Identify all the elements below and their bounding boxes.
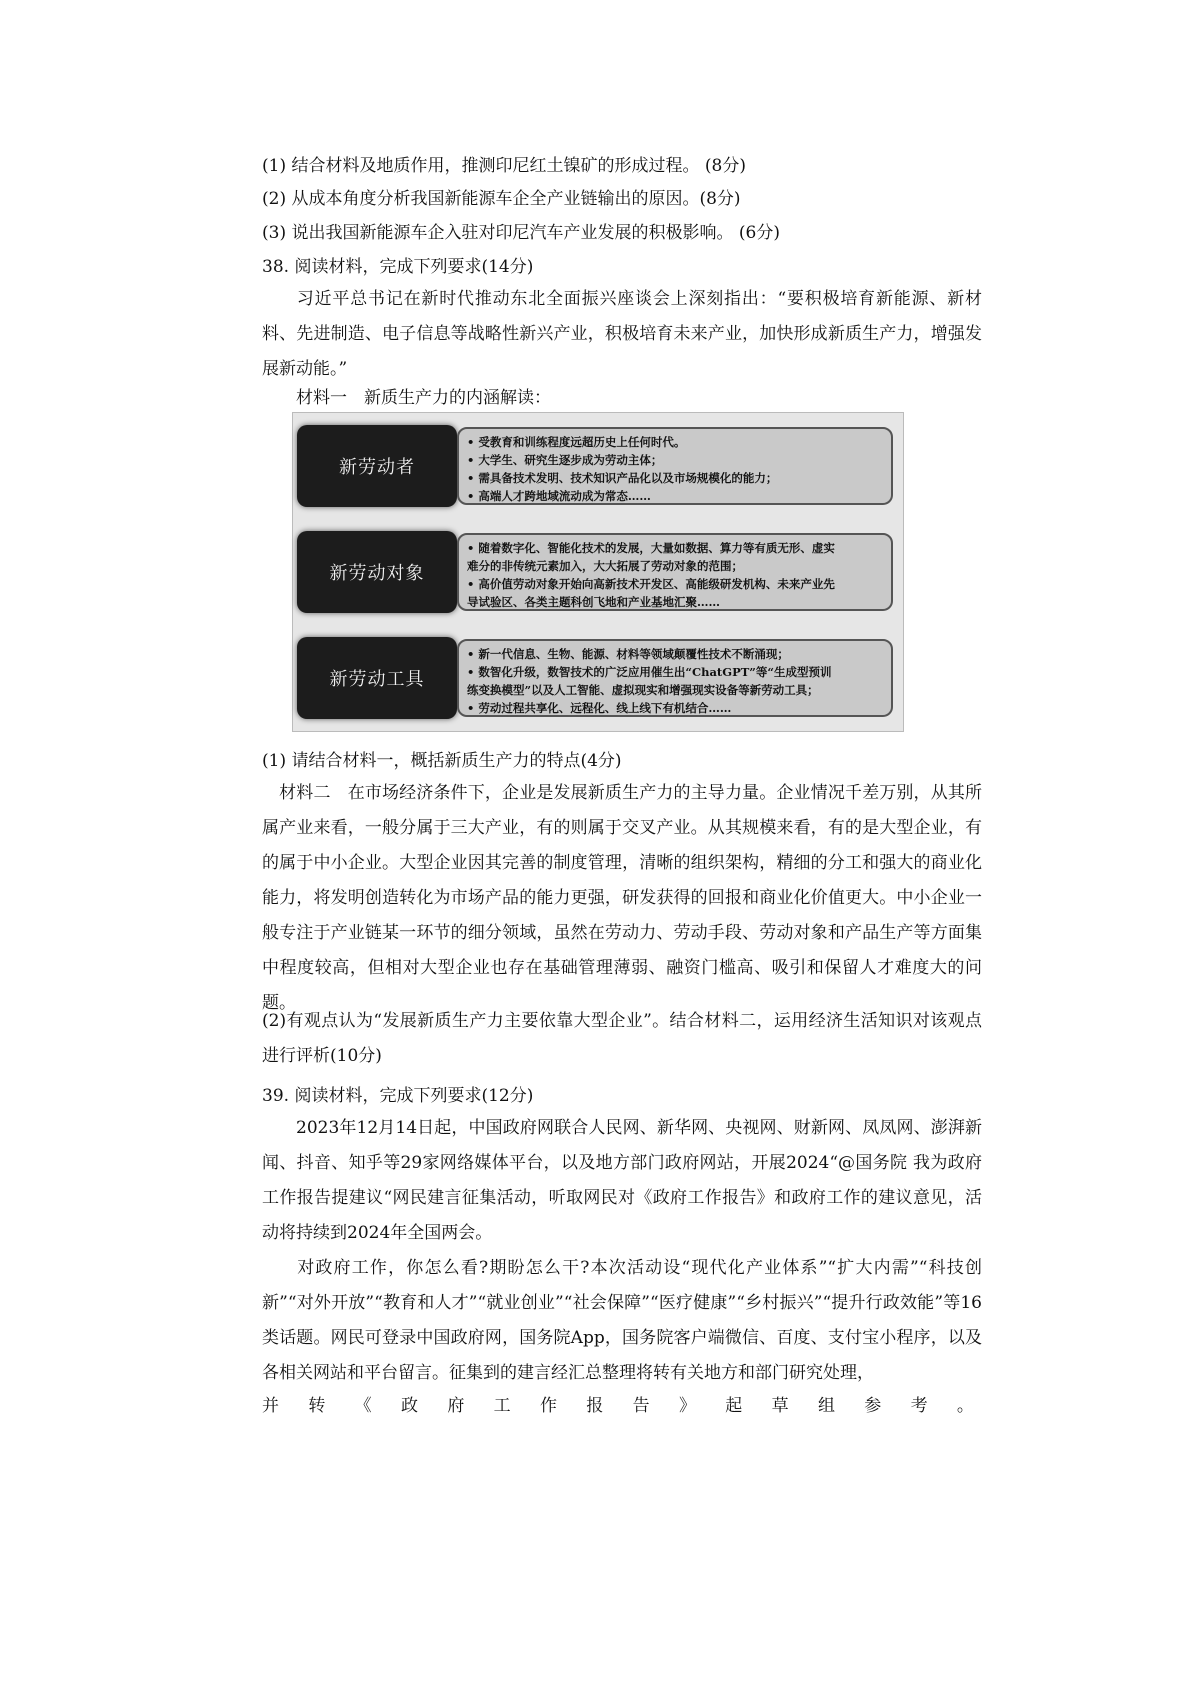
question-39-para-2: [262, 1251, 982, 1391]
figure-description-box: [457, 639, 893, 717]
figure-row-new-workers: [297, 419, 897, 513]
spread-char: 政: [400, 1396, 418, 1416]
figure-description-box: [457, 427, 893, 505]
figure-item: • 大学生、研究生逐步成为劳动主体；: [467, 453, 663, 467]
spread-char: 》: [678, 1396, 696, 1416]
figure-row-new-labor-tools: [297, 631, 897, 725]
spread-char: 草: [771, 1396, 789, 1416]
spread-char: 。: [956, 1396, 974, 1416]
figure-row-new-labor-objects: [297, 525, 897, 619]
material-1-title: 材料一 新质生产力的内涵解读：: [296, 388, 551, 408]
figure-item: 导试验区、各类主题科创飞地和产业基地汇聚……: [467, 595, 720, 609]
question-39-para-1: [262, 1111, 982, 1251]
spread-char: 《: [354, 1396, 372, 1416]
spread-char: 考: [910, 1396, 928, 1416]
figure-item: • 随着数字化、智能化技术的发展，大量如数据、算力等有质无形、虚实: [467, 541, 835, 555]
spread-char: 转: [308, 1396, 326, 1416]
question-item-1: (1) 结合材料及地质作用，推测印尼红土镍矿的形成过程。 (8分): [262, 156, 746, 176]
question-item-2: (2) 从成本角度分析我国新能源车企全产业链输出的原因。(8分): [262, 189, 741, 209]
figure-item: 练变换模型”以及人工智能、虚拟现实和增强现实设备等新劳动工具；: [467, 683, 819, 697]
figure-item: • 受教育和训练程度远超历史上任何时代。: [467, 435, 686, 449]
material-1-figure: [292, 412, 904, 732]
spread-char: 参: [864, 1396, 882, 1416]
question-39-last-line: [262, 1391, 974, 1416]
figure-label: 新劳动者: [297, 425, 457, 507]
spread-char: 工: [493, 1396, 511, 1416]
question-38-sub-2: (2)有观点认为“发展新质生产力主要依靠大型企业”。结合材料二，运用经济生活知识对该观点进行评析(10分): [262, 1011, 982, 1066]
question-38-intro-text: 习近平总书记在新时代推动东北全面振兴座谈会上深刻指出：“要积极培育新能源、新材料、先进制造、电子信息等战略性新兴产业，积极培育未来产业，加快形成新质生产力，增强发展新动能。”: [262, 289, 982, 379]
spread-char: 报: [586, 1396, 604, 1416]
question-39-para-1-text: 2023年12月14日起，中国政府网联合人民网、新华网、央视网、财新网、凤凤网、澎湃新闻、抖音、知乎等29家网络媒体平台，以及地方部门政府网站，开展2024“@国务院 我为政府工作报告提建议“网民建言征集活动，听取网民对《政府工作报告》和政府工作的建议意见，活动将持续到2024年全国两会。: [262, 1118, 982, 1243]
question-38-intro: [262, 282, 982, 387]
figure-item: • 高端人才跨地域流动成为常态……: [467, 489, 651, 503]
question-38-heading: 38. 阅读材料，完成下列要求(14分): [262, 257, 534, 277]
figure-item: • 劳动过程共享化、远程化、线上线下有机结合……: [467, 701, 732, 715]
material-2-text: 材料二 在市场经济条件下，企业是发展新质生产力的主导力量。企业情况千差万别，从其所属产业来看，一般分属于三大产业，有的则属于交叉产业。从其规模来看，有的是大型企业，有的属于中小企业。大型企业因其完善的制度管理，清晰的组织架构，精细的分工和强大的商业化能力，将发明创造转化为市场产品的能力更强，研发获得的回报和商业化价值更大。中小企业一般专注于产业链某一环节的细分领域，虽然在劳动力、劳动手段、劳动对象和产品生产等方面集中程度较高，但相对大型企业也存在基础管理薄弱、融资门槛高、吸引和保留人才难度大的问题。: [262, 783, 982, 1013]
material-2: [262, 776, 982, 1021]
spread-char: 起: [725, 1396, 743, 1416]
question-39-heading: 39. 阅读材料，完成下列要求(12分): [262, 1086, 534, 1106]
spread-char: 告: [632, 1396, 650, 1416]
spread-char: 并: [262, 1396, 279, 1416]
figure-item: 难分的非传统元素加入，大大拓展了劳动对象的范围；: [467, 559, 743, 573]
spread-char: 府: [447, 1396, 465, 1416]
spread-char: 组: [817, 1396, 835, 1416]
figure-item: • 数智化升级，数智技术的广泛应用催生出“ChatGPT”等“生成型预训: [467, 665, 832, 679]
figure-item: • 需具备技术发明、技术知识产品化以及市场规模化的能力；: [467, 471, 778, 485]
figure-label: 新劳动对象: [297, 531, 457, 613]
question-item-3: (3) 说出我国新能源车企入驻对印尼汽车产业发展的积极影响。 (6分): [262, 223, 780, 243]
spread-char: 作: [539, 1396, 557, 1416]
figure-label: 新劳动工具: [297, 637, 457, 719]
question-38-sub-1: (1) 请结合材料一，概括新质生产力的特点(4分): [262, 751, 622, 771]
figure-item: • 新一代信息、生物、能源、材料等领域颠覆性技术不断涌现；: [467, 647, 789, 661]
figure-description-box: [457, 533, 893, 611]
figure-item: • 高价值劳动对象开始向高新技术开发区、高能级研发机构、未来产业先: [467, 577, 835, 591]
question-39-para-2-text: 对政府工作，你怎么看?期盼怎么干?本次活动设“现代化产业体系”“扩大内需”“科技创新”“对外开放”“教育和人才”“就业创业”“社会保障”“医疗健康”“乡村振兴”“提升行政效能”等16类话题。网民可登录中国政府网，国务院App，国务院客户端微信、百度、支付宝小程序，以及各相关网站和平台留言。征集到的建言经汇总整理将转有关地方和部门研究处理，: [262, 1258, 982, 1383]
